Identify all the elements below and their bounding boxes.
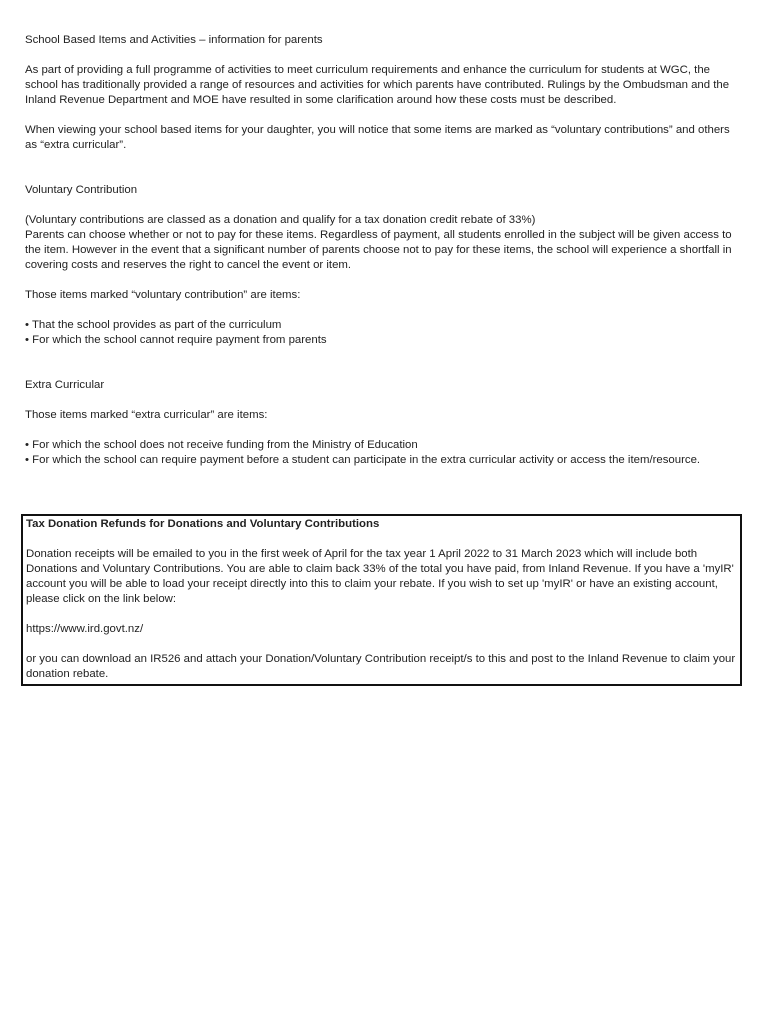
voluntary-heading: Voluntary Contribution — [25, 184, 138, 196]
ird-link[interactable]: https://www.ird.govt.nz/ — [26, 623, 144, 635]
voluntary-bullet: • For which the school cannot require payment from parents — [25, 334, 327, 346]
document-title: School Based Items and Activities – information for parents — [25, 34, 323, 46]
tax-box-paragraph: or you can download an IR526 and attach your Donation/Voluntary Contribution receipt/s to this and post to the Inland Revenue to claim your donation rebate. — [26, 653, 736, 680]
voluntary-paragraph: Parents can choose whether or not to pay for these items. Regardless of payment, all students enrolled in the subject will be given access to the item. However in the event that a significant number of parents choose not to pay for these items, the school will experience a shortfall in covering costs and reserves the right to cancel the event or item. — [25, 229, 732, 271]
voluntary-items-intro: Those items marked “voluntary contribution” are items: — [25, 289, 301, 301]
tax-box-paragraph: Donation receipts will be emailed to you in the first week of April for the tax year 1 April 2022 to 31 March 2023 which will include both Donations and Voluntary Contributions. You are able to claim back 33% of the total you have paid, from Inland Revenue. If you have a 'myIR' account you will be able to load your receipt directly into this to claim your rebate. If you wish to set up 'myIR' or have an existing account, please click on the link below: — [26, 548, 734, 605]
extra-bullet: • For which the school can require payment before a student can participate in the extra curricular activity or access the item/resource. — [25, 454, 701, 466]
voluntary-note: (Voluntary contributions are classed as a donation and qualify for a tax donation credit rebate of 33%) — [25, 214, 536, 226]
extra-items-intro: Those items marked “extra curricular” are items: — [25, 409, 268, 421]
intro-paragraph: When viewing your school based items for your daughter, you will notice that some items are marked as “voluntary contributions” and others as “extra curricular”. — [25, 124, 730, 151]
intro-paragraph: As part of providing a full programme of activities to meet curriculum requirements and enhance the curriculum for students at WGC, the school has traditionally provided a range of resources and activities for which parents have contributed. Rulings by the Ombudsman and the Inland Revenue Department and MOE have resulted in some clarification around how these costs must be described. — [25, 64, 730, 106]
extra-heading: Extra Curricular — [25, 379, 105, 391]
tax-donation-box — [21, 514, 742, 686]
tax-box-heading: Tax Donation Refunds for Donations and Voluntary Contributions — [26, 518, 380, 530]
extra-bullet: • For which the school does not receive funding from the Ministry of Education — [25, 439, 418, 451]
voluntary-bullet: • That the school provides as part of the curriculum — [25, 319, 282, 331]
document-body — [25, 33, 740, 468]
